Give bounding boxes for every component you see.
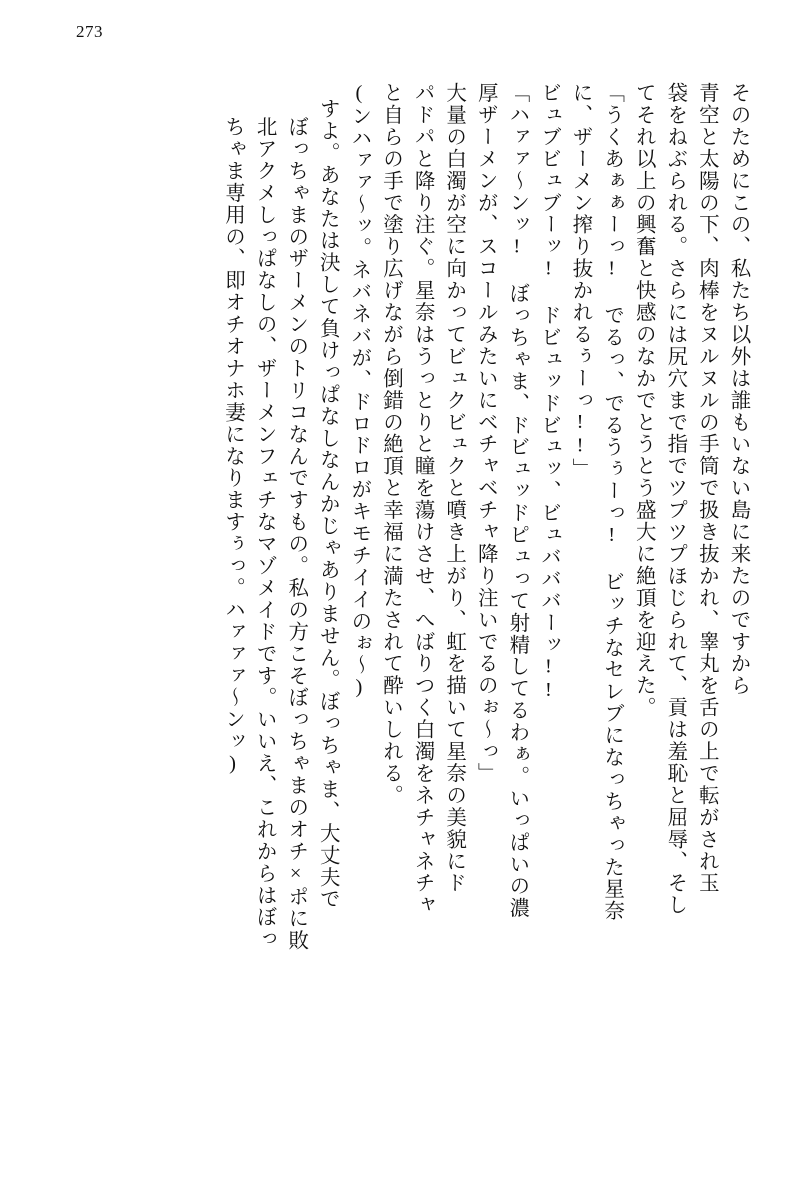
text-column: 「ハァァ〜ンッ! ぼっちゃま、ドビュッドピュって射精してるわぁ。いっぱいの濃 [505, 82, 528, 920]
page-number: 273 [76, 22, 103, 41]
text-column: 北アクメしっぱなしの、ザーメンフェチなマゾメイドです。いいえ、これからはぼっ [253, 116, 276, 951]
text-column: すよ。あなたは決して負けっぱなしなんかじゃありません。ぼっちゃま、大丈夫で [316, 98, 339, 911]
text-column: ちゃま専用の、即オチオナホ妻になりますぅっ。ハァァァ〜ンッ) [221, 116, 244, 776]
vertical-text-body [46, 82, 748, 1152]
text-column: (ンハァァ〜ッ。ネバネバが、ドロドロがキモチイイのぉ〜) [347, 82, 370, 700]
text-column: 大量の白濁が空に向かってビュクビュクと噴き上がり、虹を描いて星奈の美貌にド [442, 82, 465, 895]
text-column: 青空と太陽の下、肉棒をヌルヌルの手筒で扱き抜かれ、睾丸を舌の上で転がされ玉 [695, 82, 718, 895]
text-column: 袋をねぶられる。さらには尻穴まで指でツプツプほじられて、貢は羞恥と屈辱、そし [663, 82, 686, 917]
text-column: パドパと降り注ぐ。星奈はうっとりと瞳を蕩けさせ、へばりつく白濁をネチャネチャ [411, 82, 434, 917]
text-column: てそれ以上の興奮と快感のなかでとうとう盛大に絶頂を迎えた。 [632, 82, 655, 719]
text-column: ビュブビュブーッ! ドビュッドビュッ、ビュバババーッ!! [537, 82, 560, 703]
text-column: 厚ザーメンが、スコールみたいにベチャベチャ降り注いでるのぉ〜っ」 [474, 82, 497, 785]
text-column: に、ザーメン搾り抜かれるぅーっ!!」 [569, 82, 592, 481]
text-column: ぼっちゃまのザーメンのトリコなんですもの。私の方こそぼっちゃまのオチ×ポに敗 [284, 116, 307, 952]
text-column: と自らの手で塗り広げながら倒錯の絶頂と幸福に満たされて酔いしれる。 [379, 82, 402, 807]
text-column: そのためにこの、私たち以外は誰もいない島に来たのですから [727, 82, 749, 697]
text-column: 「うくあぁぁーっ! でるっ、でるうぅーっ! ビッチなセレブになっちゃった星奈 [600, 82, 623, 923]
